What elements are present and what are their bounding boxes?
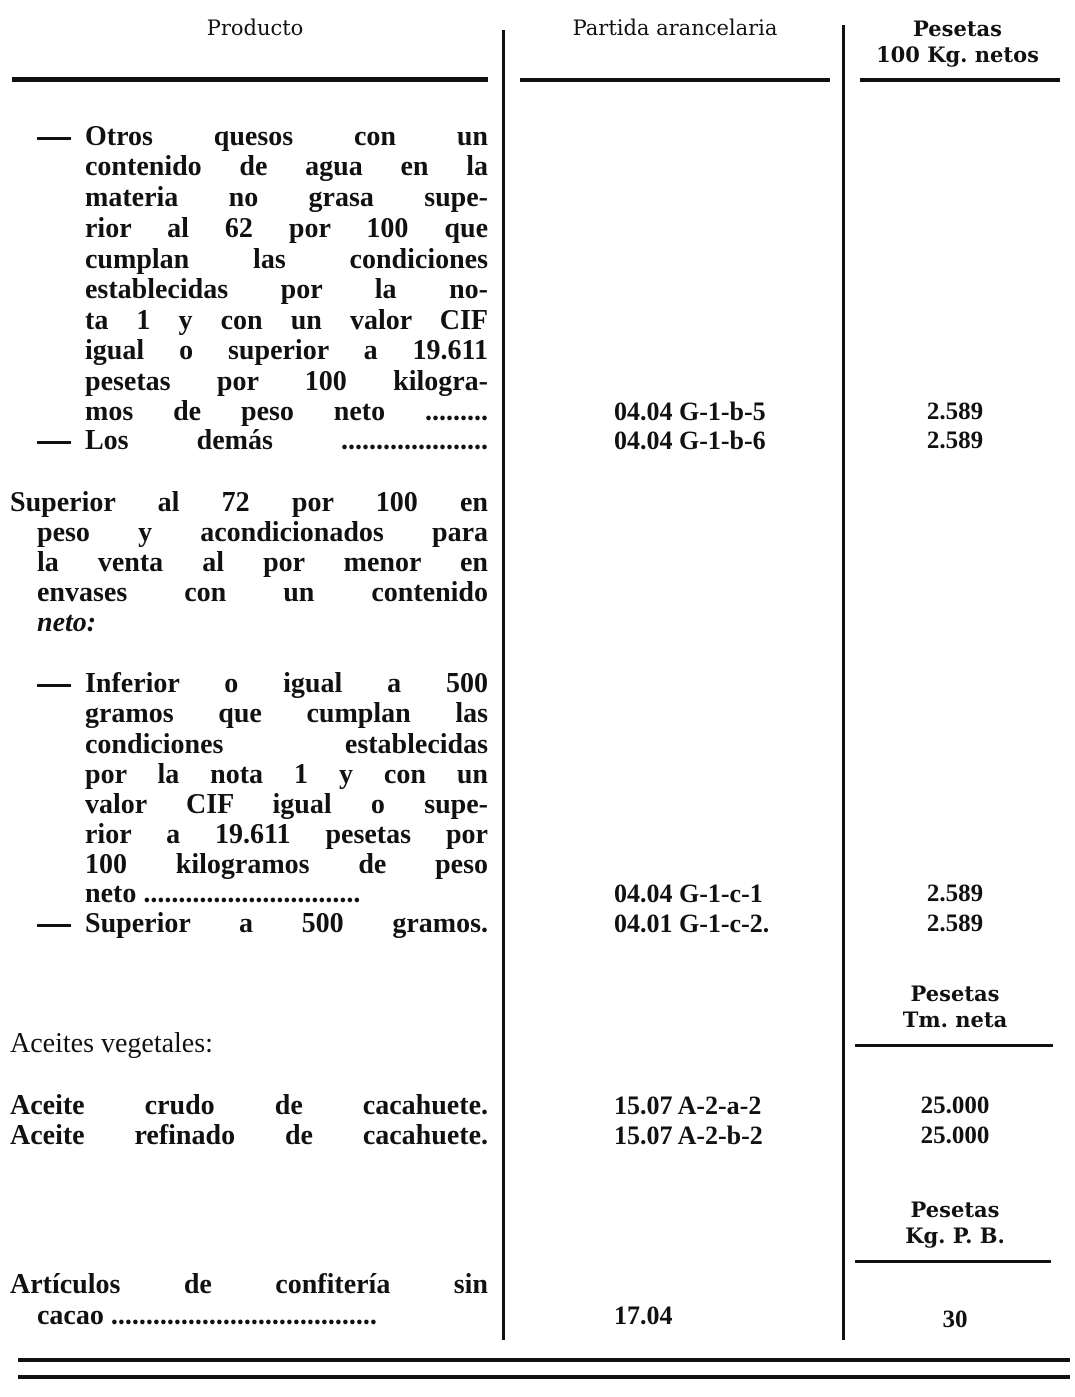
product-line: por la nota 1 y con un (85, 760, 488, 790)
tariff-code: 17.04 (614, 1301, 673, 1330)
product-line: valor CIF igual o supe- (85, 790, 488, 820)
product-line: la venta al por menor en (37, 548, 488, 578)
dash-marker (37, 924, 71, 927)
price-value: 2.589 (926, 910, 984, 937)
price-value: 25.000 (920, 1122, 990, 1149)
subheader-kg-line1: Pesetas (910, 1197, 1000, 1222)
footer-rule-bottom (18, 1375, 1070, 1379)
header-rule-product (12, 77, 488, 82)
column-divider-2 (842, 25, 845, 1340)
tariff-code: 04.01 G-1-c-2. (614, 909, 770, 938)
footer-rule-top (18, 1358, 1070, 1362)
product-line: condiciones establecidas (85, 730, 488, 760)
product-line: peso y acondicionados para (37, 518, 488, 548)
product-line: Artículos de confitería sin (10, 1270, 488, 1300)
product-line: gramos que cumplan las (85, 699, 488, 729)
product-line: mos de peso neto ......... (85, 397, 488, 427)
price-value: 2.589 (926, 427, 984, 454)
product-line: Aceite refinado de cacahuete. (10, 1121, 488, 1151)
tariff-code: 15.07 A-2-b-2 (614, 1121, 763, 1150)
product-line: materia no grasa supe- (85, 183, 488, 213)
dash-marker (37, 441, 71, 444)
product-line: neto ............................... (85, 879, 361, 909)
product-line: Superior a 500 gramos. (85, 909, 488, 939)
tariff-code: 15.07 A-2-a-2 (614, 1091, 762, 1120)
price-value: 2.589 (926, 880, 984, 907)
product-line: rior a 19.611 pesetas por (85, 820, 488, 850)
dash-marker (37, 684, 71, 687)
dash-marker (37, 137, 71, 140)
subheader-kg-line2: Kg. P. B. (905, 1223, 1005, 1248)
header-product: Producto (206, 16, 304, 40)
subheader-rule-kg (855, 1260, 1051, 1263)
price-value: 2.589 (926, 398, 984, 425)
product-line: Otros quesos con un (85, 122, 488, 152)
product-line: Superior al 72 por 100 en (10, 488, 488, 518)
product-line: cumplan las condiciones (85, 245, 488, 275)
product-line: Inferior o igual a 500 (85, 669, 488, 699)
product-line: pesetas por 100 kilogra- (85, 367, 488, 397)
product-line: 100 kilogramos de peso (85, 850, 488, 880)
product-line: igual o superior a 19.611 (85, 336, 488, 366)
product-line: cacao ...................................... (37, 1301, 377, 1331)
header-tariff: Partida arancelaria (572, 16, 778, 40)
product-line: neto: (37, 608, 97, 638)
product-line: establecidas por la no- (85, 275, 488, 305)
price-value: 30 (942, 1306, 968, 1333)
product-line: Los demás ..................... (85, 426, 488, 456)
product-line: ta 1 y con un valor CIF (85, 306, 488, 336)
subheader-rule-tm (855, 1044, 1053, 1047)
subheader-tm-line1: Pesetas (910, 981, 1000, 1006)
header-rule-tariff (520, 78, 830, 82)
tariff-code: 04.04 G-1-b-5 (614, 397, 766, 426)
header-price-line1: Pesetas (913, 16, 1002, 41)
column-divider-1 (502, 30, 505, 1340)
price-value: 25.000 (920, 1092, 990, 1119)
header-price-line2: 100 Kg. netos (876, 42, 1039, 67)
header-rule-price (860, 78, 1060, 82)
product-line: envases con un contenido (37, 578, 488, 608)
section-title: Aceites vegetales: (10, 1029, 213, 1059)
product-line: Aceite crudo de cacahuete. (10, 1091, 488, 1121)
tariff-code: 04.04 G-1-c-1 (614, 879, 763, 908)
product-line: rior al 62 por 100 que (85, 214, 488, 244)
subheader-tm-line2: Tm. neta (902, 1007, 1008, 1032)
tariff-code: 04.04 G-1-b-6 (614, 426, 766, 455)
product-line: contenido de agua en la (85, 152, 488, 182)
